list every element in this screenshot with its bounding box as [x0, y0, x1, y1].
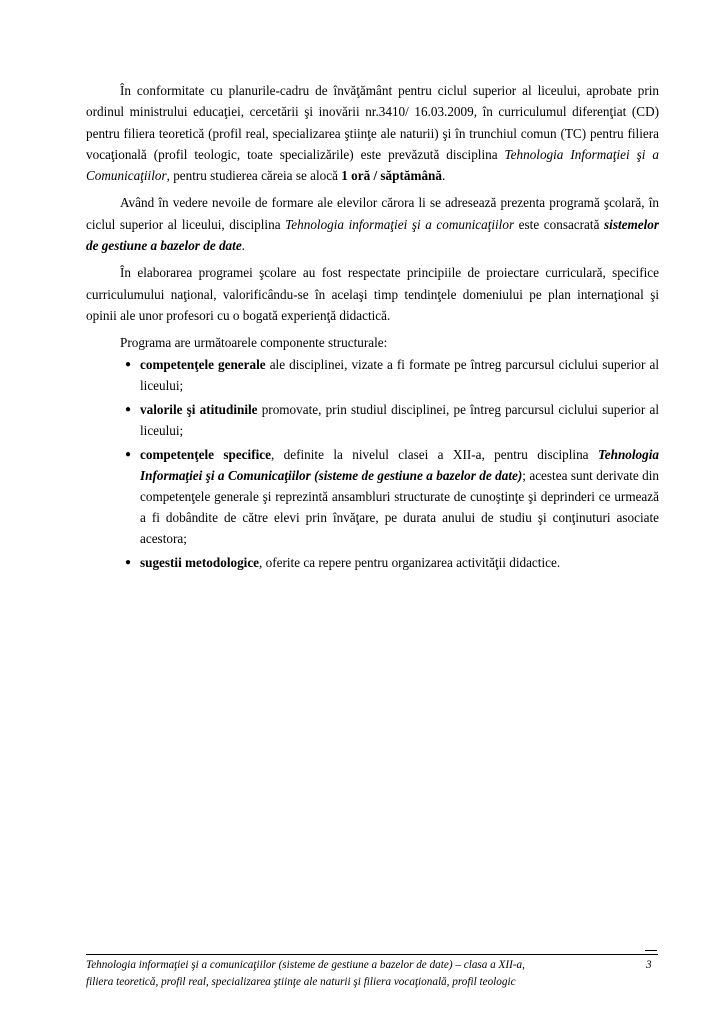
page-footer	[86, 957, 659, 991]
item-text: ; acestea sunt derivate din competenţele generale şi reprezintă ansambluri structurate de cunoştinţe şi deprinderi ce urmează a fi dobândite de către elevi prin învăţare, pe durata anului de studiu şi conţinuturi asociate acestora;	[140, 467, 659, 546]
paragraph-components: Programa are următoarele componente structurale:	[120, 335, 388, 351]
list-item	[123, 399, 659, 441]
discipline-name: Tehnologia Informaţiei şi a Comunicaţiilor (sisteme de gestiune a bazelor de date)	[140, 446, 660, 483]
item-text: promovate, prin studiul disciplinei, pe întreg parcursul ciclului superior al liceului;	[140, 401, 659, 438]
page-number: 3	[646, 959, 652, 971]
item-term: sugestii metodologice	[140, 554, 260, 570]
item-text: , oferite ca repere pentru organizarea activităţii didactice.	[259, 554, 561, 570]
footer-line-2: filiera teoretică, profil real, specializarea ştiinţe ale naturii şi filiera vocaţională, profil teologic	[86, 976, 516, 988]
discipline-name: Tehnologia Informaţiei şi a Comunicaţiilor	[86, 146, 660, 184]
text: În conformitate cu planurile-cadru de învăţământ pentru ciclul superior al liceului, aprobate prin ordinul ministrului educaţiei, cercetării şi inovării nr.3410/ 16.03.2009, în curriculumul diferenţiat (CD) pentru filiera teoretică (profil real, specializarea ştiinţe ale naturii) şi în trunchiul comun (TC) pentru filiera vocaţională (profil teologic, toate specializările) este prevăzută disciplina	[86, 83, 659, 162]
text: Având în vedere nevoile de formare ale elevilor cărora li se adresează prezenta programă şcolară, în ciclul superior al liceului, disciplina	[86, 195, 659, 232]
item-term: competenţele specifice	[140, 446, 271, 462]
footer-divider	[86, 954, 658, 955]
list-item	[123, 444, 659, 549]
item-term: valorile şi atitudinile	[140, 401, 258, 417]
item-text: , definite la nivelul clasei a XII-a, pentru disciplina	[270, 446, 598, 462]
components-list	[123, 354, 659, 573]
document-body	[86, 80, 659, 576]
list-item	[123, 354, 659, 396]
hours-per-week: 1 oră / săptămână	[341, 168, 442, 184]
bullet-icon: ●	[125, 556, 132, 568]
paragraph-intro	[86, 80, 659, 186]
text: este consacrată	[514, 216, 605, 232]
text: .	[241, 238, 245, 254]
item-text: ale disciplinei, vizate a fi formate pe întreg parcursul ciclului superior al liceului;	[140, 356, 660, 393]
text: , pentru studierea căreia se alocă	[166, 168, 342, 184]
bullet-icon: ●	[125, 448, 132, 460]
item-term: competenţele generale	[140, 356, 266, 372]
paragraph-purpose	[86, 192, 659, 256]
paragraph-principles: În elaborarea programei şcolare au fost respectate principiile de proiectare curriculară, specifice curriculumului naţional, valorificându-se în acelaşi timp tendinţele domeniului pe plan internaţional şi opinii ale unor profesori cu o bogată experienţă didactică.	[86, 265, 659, 323]
list-item	[123, 552, 659, 573]
footer-mark	[645, 950, 657, 951]
discipline-name: Tehnologia informaţiei şi a comunicaţiilor	[285, 216, 515, 232]
discipline-focus: sistemelor de gestiune a bazelor de date	[86, 216, 659, 254]
footer-line-1: Tehnologia informaţiei şi a comunicaţiilor (sisteme de gestiune a bazelor de date) – clasa a XII-a,	[86, 959, 525, 971]
bullet-icon: ●	[125, 403, 132, 415]
bullet-icon: ●	[125, 358, 132, 370]
text: .	[441, 168, 446, 184]
